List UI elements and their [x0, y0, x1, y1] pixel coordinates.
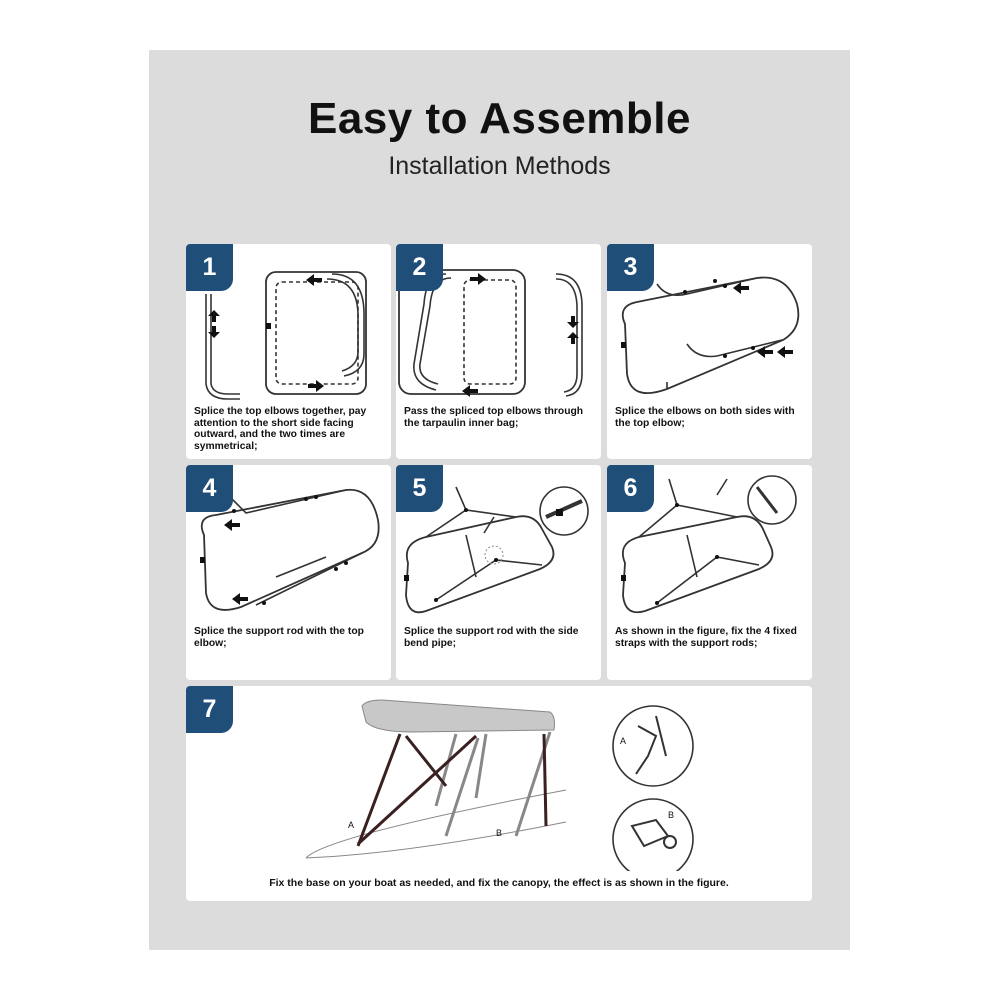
step-card-3 — [607, 244, 812, 459]
step-badge-1: 1 — [186, 244, 233, 291]
step-6-caption: As shown in the figure, fix the 4 fixed straps with the support rods; — [615, 626, 797, 649]
step-2-caption: Pass the spliced top elbows through the tarpaulin inner bag; — [404, 406, 584, 429]
step-badge-2: 2 — [396, 244, 443, 291]
detail-b-label: B — [668, 810, 675, 820]
page-title: Easy to Assemble — [308, 94, 691, 143]
step-badge-5: 5 — [396, 465, 443, 512]
step-card-6 — [607, 465, 812, 680]
step-card-5 — [396, 465, 601, 680]
detail-a-label: A — [620, 736, 627, 746]
step-1-caption: Splice the top elbows together, pay attention to the short side facing outward, and the two times are symmetrical; — [194, 406, 367, 452]
step-badge-3: 3 — [607, 244, 654, 291]
step-badge-4: 4 — [186, 465, 233, 512]
step-5-caption: Splice the support rod with the side bend pipe; — [404, 626, 579, 649]
mount-a-label: A — [348, 820, 355, 830]
step-3-caption: Splice the elbows on both sides with the top elbow; — [615, 406, 795, 429]
step-card-7 — [186, 686, 812, 901]
step-7-illustration — [186, 686, 812, 871]
step-card-2 — [396, 244, 601, 459]
step-card-1 — [186, 244, 391, 459]
mount-b-label: B — [496, 828, 503, 838]
page-subtitle: Installation Methods — [388, 152, 611, 180]
poster — [149, 50, 850, 950]
step-7-caption: Fix the base on your boat as needed, and fix the canopy, the effect is as shown in the figure. — [269, 877, 729, 889]
step-badge-6: 6 — [607, 465, 654, 512]
step-badge-7: 7 — [186, 686, 233, 733]
step-card-4 — [186, 465, 391, 680]
step-4-caption: Splice the support rod with the top elbow; — [194, 626, 364, 649]
